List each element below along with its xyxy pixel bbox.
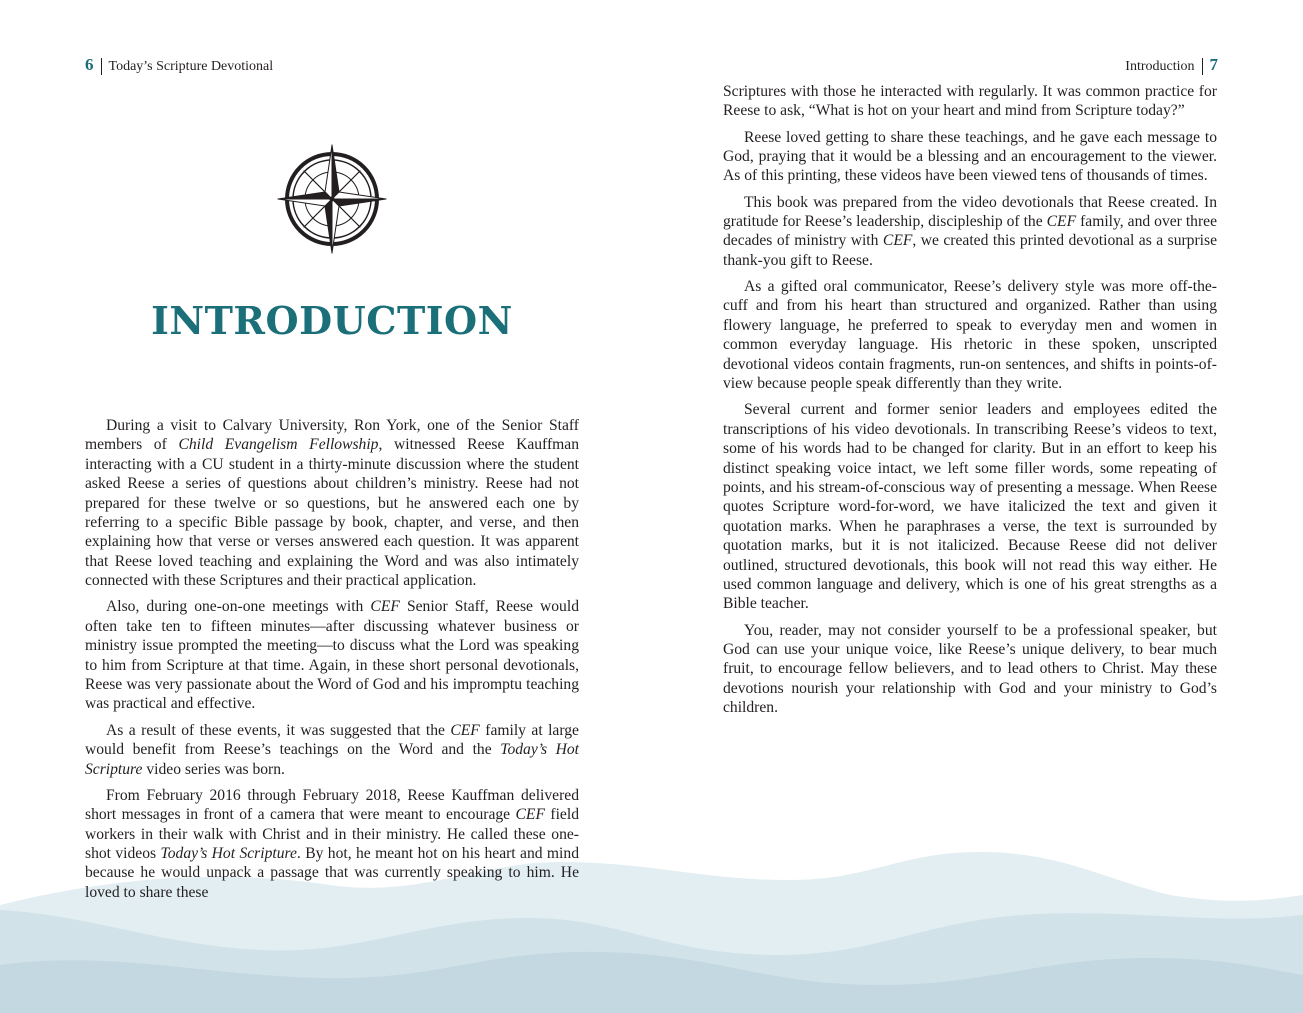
book-title: Today’s Scripture Devotional — [108, 59, 274, 74]
paragraph — [85, 786, 579, 902]
italic-text: CEF — [882, 232, 913, 250]
right-running-head — [1125, 56, 1218, 76]
text-run: field workers in their walk with Christ and in their ministry. He called these one-shot videos — [85, 806, 579, 862]
left-body-text — [85, 416, 579, 909]
text-run: You, reader, may not consider yourself to be a professional speaker, but God can use your unique voice, like Reese’s unique delivery, to bear much fruit, to encourage fellow believers, and to lead others to Christ. May these devotions nourish your relationship with God and your ministry to God’s children. — [723, 621, 1217, 717]
left-page-number: 6 — [85, 55, 94, 74]
text-run: Senior Staff, Reese would often take ten to fifteen minutes—after discussing whatever business or ministry issue prompted the meeting—to discuss what the Lord was speaking to him from Scripture at that time. Again, in these short personal devotionals, Reese was very passionate about the Word of God and his impromptu teaching was practical and effective. — [85, 598, 579, 713]
text-run: Scriptures with those he interacted with regularly. It was common practice for Reese to ask, “What is hot on your heart and mind from Scripture today?” — [723, 83, 1217, 120]
italic-text: Child Evangelism Fellowship — [178, 436, 379, 454]
running-head-divider — [101, 58, 102, 75]
paragraph — [85, 721, 579, 779]
text-run: Also, during one-on-one meetings with — [106, 598, 371, 616]
text-run: As a result of these events, it was suggested that the — [106, 721, 451, 739]
italic-text: Today’s Hot Scripture — [160, 844, 297, 862]
left-running-head — [85, 56, 273, 76]
right-page — [652, 0, 1303, 1013]
right-page-number: 7 — [1209, 55, 1218, 74]
text-run: family at large would benefit from Reese’s teachings on the Word and the — [85, 721, 579, 759]
text-run: , witnessed Reese Kauffman interacting with a CU student in a thirty-minute discussion where the student asked Reese a series of questions about children’s ministry. Reese had not prepared for these twelve or so questions, but he answered each one by referring to a specific Bible passage by book, chapter, and verse, and then explaining how that verse or verses answered each question. It was apparent that Reese loved teaching and explaining the Word and was also intimately connected with these Scriptures and their practical application. — [85, 436, 579, 590]
text-run: This book was prepared from the video devotionals that Reese created. In gratitude for Reese’s leadership, discipleship of the — [723, 193, 1217, 231]
text-run: Reese loved getting to share these teachings, and he gave each message to God, praying that it would be a blessing and an encouragement to the viewer. As of this printing, these videos have been viewed tens of thousands of times. — [723, 128, 1217, 185]
text-run: As a gifted oral communicator, Reese’s delivery style was more off-the-cuff and from his heart than structured and organized. Rather than using flowery language, he preferred to speak to everyday men and women in common everyday language. His rhetoric in these spoken, unscripted devotional videos contain fragments, run-on sentences, and shifts in points-of-view because people speak differently than they write. — [723, 278, 1217, 393]
italic-text: Today’s Hot Scripture — [85, 741, 580, 778]
text-run: . By hot, he meant hot on his heart and mind because he would unpack a passage that was currently speaking to him. He loved to share these — [85, 844, 579, 901]
compass-rose-icon — [276, 143, 388, 255]
paragraph — [85, 597, 579, 713]
chapter-name: Introduction — [1125, 59, 1195, 74]
text-run: Several current and former senior leaders and employees edited the transcriptions of his video devotionals. In transcribing Reese’s videos to text, some of his words had to be changed for clarity. But in an effort to keep his distinct speaking voice intact, we left some filler words, some repeating of points, and his stream-of-conscious way of presenting a message. When Reese quotes Scripture word-for-word, we have italicized the text and given it quotation marks. When he paraphrases a verse, the text is surrounded by quotation marks, but it is not italicized. Because Reese did not deliver outlined, structured devotionals, this book will not read this way either. He used common language and delivery, which is one of his great strengths as a Bible teacher. — [723, 401, 1217, 613]
text-run: , we created this printed devotional as a surprise thank-you gift to Reese. — [723, 232, 1217, 269]
running-head-divider — [1202, 58, 1203, 75]
text-run: From February 2016 through February 2018, Reese Kauffman delivered short messages in front of a camera that were meant to encourage — [85, 786, 579, 824]
left-page — [0, 0, 651, 1013]
chapter-title: INTRODUCTION — [151, 298, 513, 343]
italic-text: CEF — [1046, 213, 1077, 231]
italic-text: CEF — [370, 598, 400, 616]
paragraph — [85, 416, 579, 591]
italic-text: CEF — [450, 721, 480, 739]
text-run: video series was born. — [142, 760, 285, 778]
text-run: During a visit to Calvary University, Ron York, one of the Senior Staff members of — [85, 417, 579, 454]
italic-text: CEF — [515, 806, 545, 824]
text-run: family, and over three decades of ministry with — [723, 213, 1218, 250]
